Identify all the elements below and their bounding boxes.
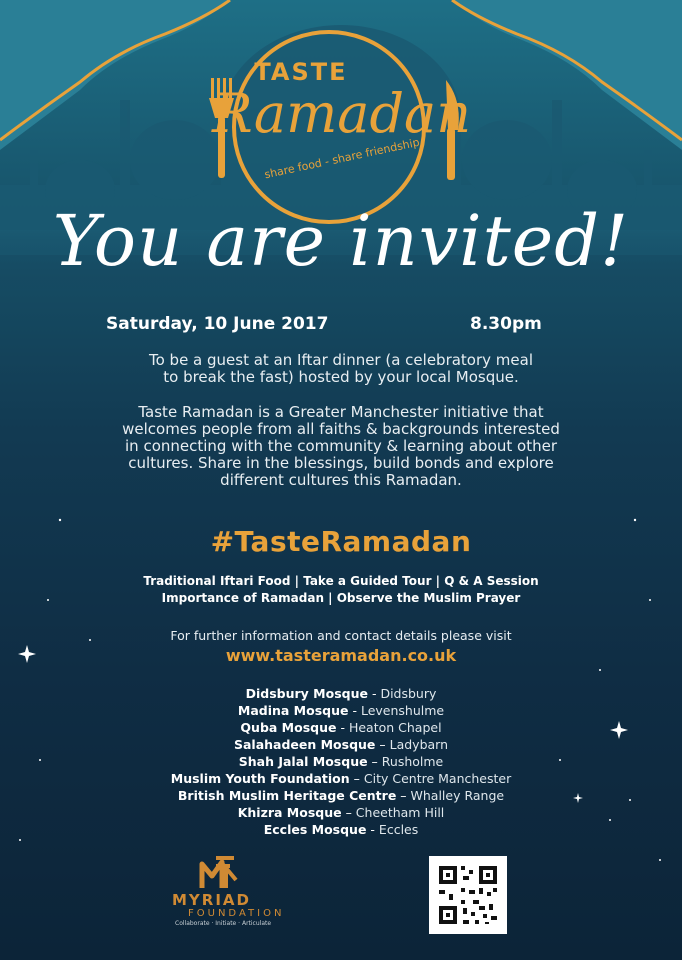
mosque-name: British Muslim Heritage Centre bbox=[177, 788, 397, 803]
list-item bbox=[0, 736, 682, 753]
description-line: welcomes people from all faiths & backgrounds interested bbox=[122, 420, 560, 438]
logo-ramadan-text: Ramadan bbox=[212, 82, 472, 145]
myriad-logo-icon bbox=[196, 854, 246, 890]
sponsor-tagline: Collaborate · Initiate · Articulate bbox=[175, 920, 272, 927]
logo-tagline: share food - share friendship bbox=[263, 135, 421, 182]
mosque-name: Muslim Youth Foundation bbox=[170, 771, 350, 786]
list-item bbox=[0, 770, 682, 787]
separator: – bbox=[349, 771, 364, 786]
qr-code-pattern bbox=[429, 856, 507, 934]
event-date: Saturday, 10 June 2017 bbox=[106, 314, 329, 334]
info-text: For further information and contact details please visit bbox=[170, 628, 512, 643]
separator: - bbox=[336, 720, 349, 735]
features-line-1: Traditional Iftari Food | Take a Guided Tour | Q & A Session bbox=[143, 574, 539, 588]
list-item bbox=[0, 685, 682, 702]
mosque-name: Shah Jalal Mosque bbox=[238, 754, 368, 769]
list-item bbox=[0, 753, 682, 770]
separator: - bbox=[366, 822, 379, 837]
description-line: in connecting with the community & learning about other bbox=[125, 437, 557, 455]
features-line-2: Importance of Ramadan | Observe the Muslim Prayer bbox=[161, 591, 521, 605]
mosque-location: Cheetham Hill bbox=[355, 805, 445, 820]
mosque-location: Whalley Range bbox=[410, 788, 505, 803]
list-item bbox=[0, 804, 682, 821]
separator: – bbox=[367, 754, 382, 769]
separator: – bbox=[375, 737, 390, 752]
mosque-location: Didsbury bbox=[380, 686, 437, 701]
mosque-location: Eccles bbox=[378, 822, 419, 837]
separator: - bbox=[348, 703, 361, 718]
description-paragraph bbox=[0, 404, 682, 489]
description-line: cultures. Share in the blessings, build bonds and explore bbox=[128, 454, 554, 472]
list-item bbox=[0, 821, 682, 838]
intro-paragraph bbox=[0, 352, 682, 386]
sponsor-name: MYRIAD bbox=[172, 891, 251, 909]
mosque-location: Heaton Chapel bbox=[348, 720, 442, 735]
sponsor-subtitle: FOUNDATION bbox=[188, 908, 285, 919]
mosque-location: Ladybarn bbox=[389, 737, 449, 752]
mosque-location: Rusholme bbox=[381, 754, 444, 769]
separator: – bbox=[341, 805, 356, 820]
event-time: 8.30pm bbox=[470, 314, 542, 334]
mosque-name: Salahadeen Mosque bbox=[233, 737, 376, 752]
qr-code[interactable] bbox=[429, 856, 507, 934]
mosque-location: Levenshulme bbox=[360, 703, 445, 718]
mosque-name: Khizra Mosque bbox=[237, 805, 342, 820]
website-link[interactable]: www.tasteramadan.co.uk bbox=[225, 646, 457, 665]
description-line: different cultures this Ramadan. bbox=[220, 471, 462, 489]
mosque-name: Quba Mosque bbox=[240, 720, 337, 735]
list-item bbox=[0, 702, 682, 719]
mosque-name: Didsbury Mosque bbox=[245, 686, 368, 701]
list-item bbox=[0, 787, 682, 804]
separator: - bbox=[367, 686, 381, 701]
mosque-name: Eccles Mosque bbox=[263, 822, 367, 837]
list-item bbox=[0, 719, 682, 736]
intro-line: To be a guest at an Iftar dinner (a celebratory meal bbox=[148, 351, 534, 369]
mosque-location: City Centre Manchester bbox=[363, 771, 512, 786]
intro-line: to break the fast) hosted by your local Mosque. bbox=[163, 368, 519, 386]
description-line: Taste Ramadan is a Greater Manchester initiative that bbox=[138, 403, 544, 421]
logo-taste-text: TASTE bbox=[254, 58, 348, 86]
hashtag: #TasteRamadan bbox=[210, 525, 472, 558]
separator: – bbox=[396, 788, 411, 803]
headline: You are invited! bbox=[52, 200, 630, 282]
mosque-name: Madina Mosque bbox=[237, 703, 349, 718]
